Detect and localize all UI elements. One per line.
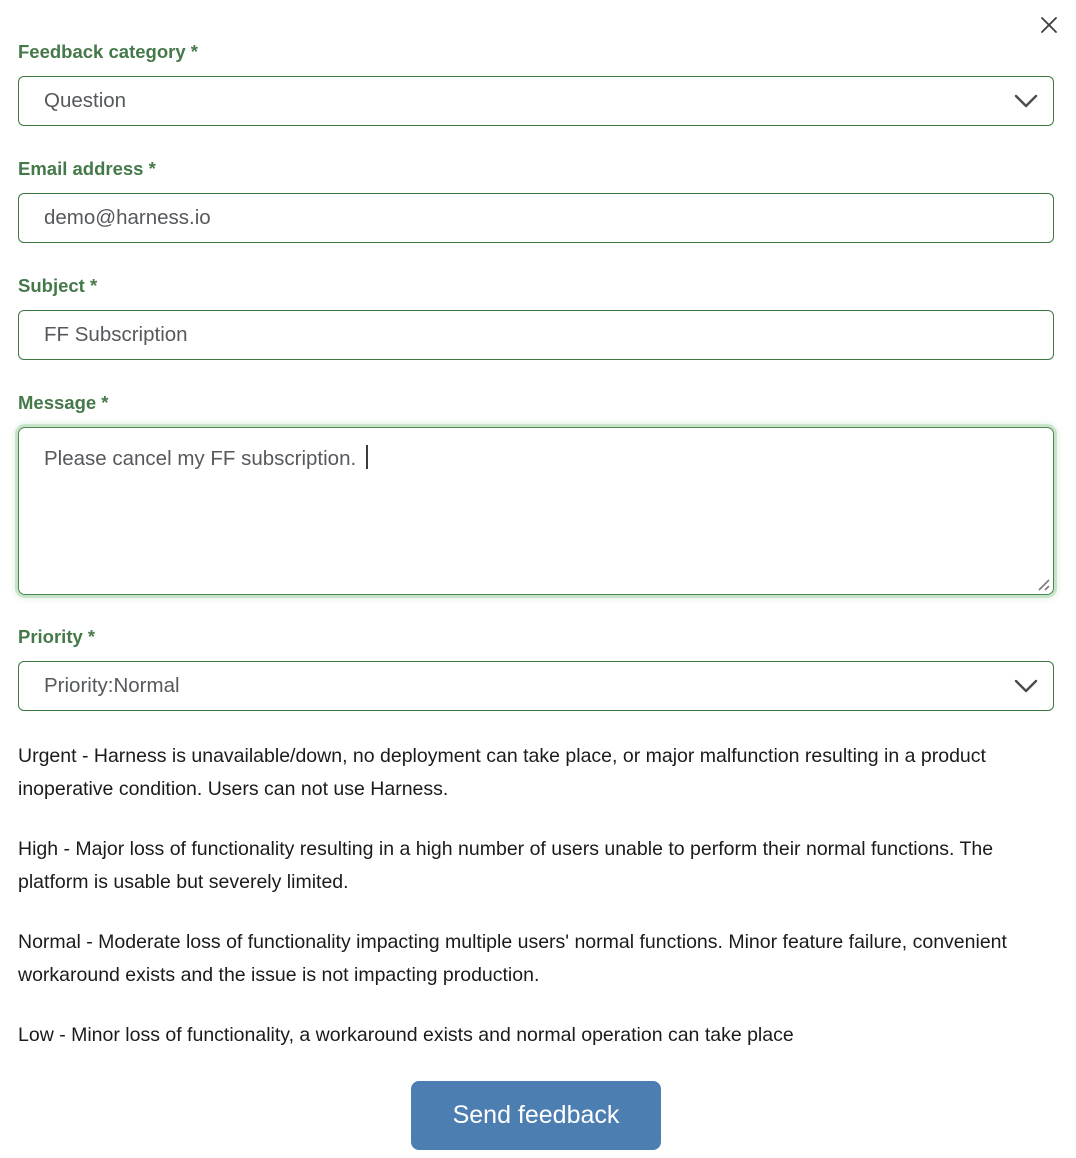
priority-select[interactable] bbox=[18, 661, 1054, 711]
required-asterisk: * bbox=[148, 158, 156, 179]
close-icon bbox=[1039, 15, 1059, 35]
required-asterisk: * bbox=[87, 626, 96, 647]
button-row bbox=[18, 1081, 1054, 1150]
required-asterisk: * bbox=[101, 392, 109, 413]
priority-description-high: High - Major loss of functionality resulting in a high number of users unable to perform their normal functions. The platform is usable but severely limited. bbox=[18, 838, 994, 893]
label-text: Email address bbox=[18, 158, 144, 179]
subject-input[interactable] bbox=[18, 310, 1054, 360]
feedback-category-label bbox=[18, 41, 1054, 63]
send-feedback-button[interactable]: Send feedback bbox=[411, 1081, 661, 1150]
selected-value: Priority:Normal bbox=[44, 674, 180, 697]
subject-label bbox=[18, 275, 1054, 297]
required-asterisk: * bbox=[89, 275, 98, 296]
resize-handle-icon[interactable] bbox=[1037, 578, 1050, 591]
field-feedback-category bbox=[18, 41, 1054, 126]
selected-value: Question bbox=[44, 89, 127, 112]
message-text: Please cancel my FF subscription. bbox=[44, 447, 362, 470]
field-message bbox=[18, 392, 1054, 595]
label-text: Priority bbox=[18, 626, 83, 647]
chevron-down-icon bbox=[1014, 94, 1038, 108]
message-label bbox=[18, 392, 1054, 414]
priority-label bbox=[18, 626, 1054, 648]
email-address-label bbox=[18, 158, 1054, 180]
feedback-category-select[interactable] bbox=[18, 76, 1054, 126]
priority-description-urgent: Urgent - Harness is unavailable/down, no deployment can take place, or major malfunction resulting in a product inoperative condition. Users can not use Harness. bbox=[18, 745, 986, 800]
field-priority bbox=[18, 626, 1054, 711]
close-button[interactable] bbox=[1037, 13, 1061, 37]
label-text: Feedback category bbox=[18, 41, 186, 62]
email-input[interactable] bbox=[18, 193, 1054, 243]
message-textarea[interactable] bbox=[18, 427, 1054, 595]
label-text: Message bbox=[18, 392, 97, 413]
chevron-down-icon bbox=[1014, 679, 1038, 693]
field-email-address bbox=[18, 158, 1054, 243]
field-subject bbox=[18, 275, 1054, 360]
required-asterisk: * bbox=[190, 41, 198, 62]
text-cursor bbox=[366, 445, 368, 469]
priority-description-low: Low - Minor loss of functionality, a workaround exists and normal operation can take place bbox=[18, 1024, 794, 1046]
priority-description-normal: Normal - Moderate loss of functionality impacting multiple users' normal functions. Minor feature failure, convenient workaround exists and the issue is not impacting production. bbox=[18, 931, 1007, 986]
label-text: Subject bbox=[18, 275, 85, 296]
